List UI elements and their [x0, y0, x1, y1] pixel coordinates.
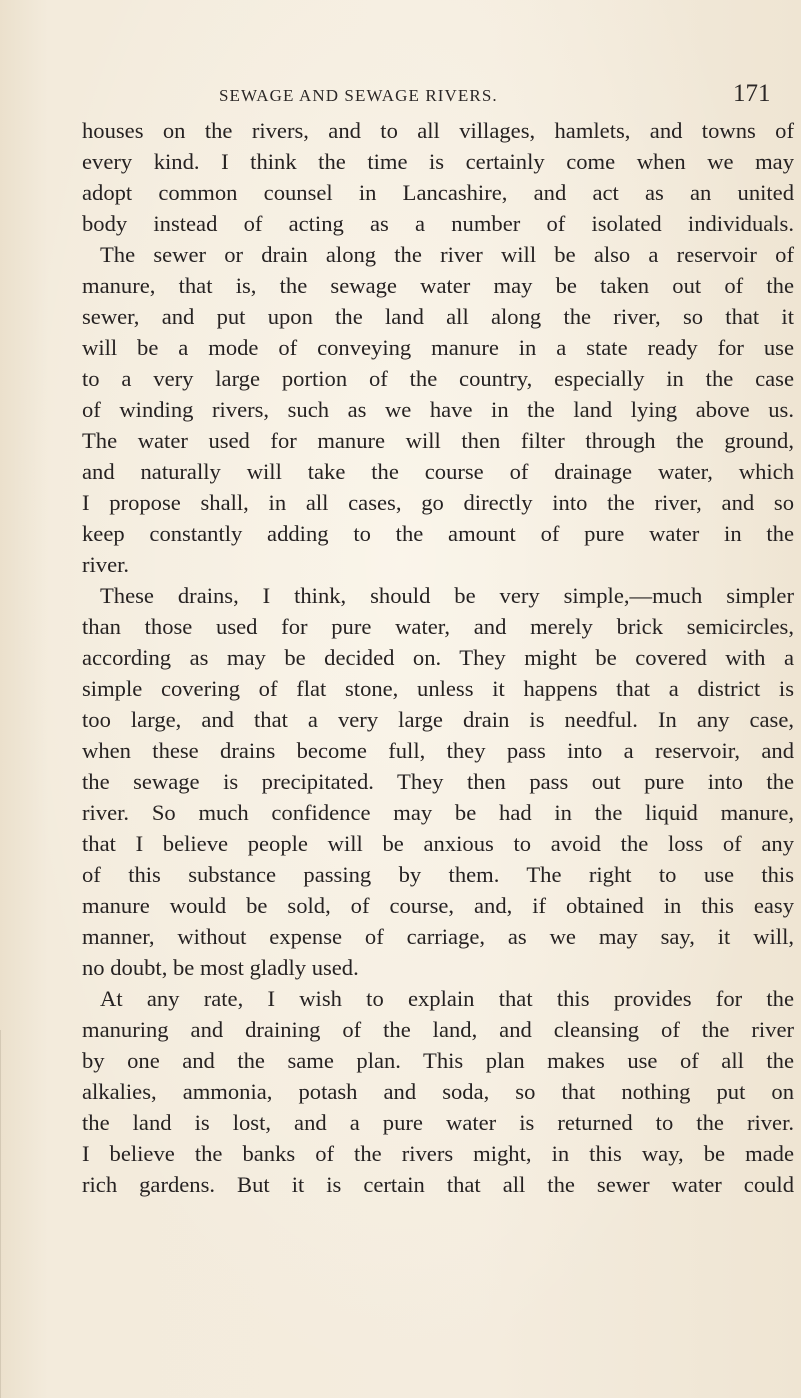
text-line: the land is lost, and a pure water is returned to the river. [82, 1110, 794, 1135]
text-line: river. [82, 552, 130, 577]
text-line: body instead of acting as a number of isolated individuals. [82, 211, 794, 236]
text-line: no doubt, be most gladly used. [82, 955, 359, 980]
text-line: that I believe people will be anxious to avoid the loss of any [82, 831, 794, 856]
text-line: manuring and draining of the land, and cleansing of the river [82, 1017, 794, 1042]
text-line: of this substance passing by them. The right to use this [82, 862, 794, 887]
text-line: by one and the same plan. This plan makes use of all the [82, 1048, 794, 1073]
text-line: manure would be sold, of course, and, if obtained in this easy [82, 893, 794, 918]
text-line: At any rate, I wish to explain that this provides for the [100, 986, 794, 1011]
text-line: The water used for manure will then filter through the ground, [82, 428, 794, 453]
text-line: too large, and that a very large drain is needful. In any case, [82, 707, 794, 732]
text-line: every kind. I think the time is certainly come when we may [82, 149, 794, 174]
text-line: and naturally will take the course of drainage water, which [82, 459, 794, 484]
text-line: manure, that is, the sewage water may be taken out of the [82, 273, 794, 298]
text-line: simple covering of flat stone, unless it happens that a district is [82, 676, 794, 701]
text-line: manner, without expense of carriage, as we may say, it will, [82, 924, 794, 949]
text-line: alkalies, ammonia, potash and soda, so that nothing put on [82, 1079, 794, 1104]
text-line: when these drains become full, they pass into a reservoir, and [82, 738, 794, 763]
text-line: according as may be decided on. They might be covered with a [82, 645, 794, 670]
page-number: 171 [733, 80, 771, 107]
page-header [0, 80, 801, 108]
text-line: of winding rivers, such as we have in the land lying above us. [82, 397, 794, 422]
text-line: houses on the rivers, and to all villages, hamlets, and towns of [82, 118, 794, 143]
text-line: than those used for pure water, and merely brick semicircles, [82, 614, 794, 639]
running-head: SEWAGE AND SEWAGE RIVERS. [219, 86, 498, 105]
text-line: to a very large portion of the country, especially in the case [82, 366, 794, 391]
text-line: the sewage is precipitated. They then pass out pure into the [82, 769, 794, 794]
text-line: sewer, and put upon the land all along the river, so that it [82, 304, 794, 329]
text-line: keep constantly adding to the amount of pure water in the [82, 521, 794, 546]
text-line: adopt common counsel in Lancashire, and act as an united [82, 180, 794, 205]
text-line: The sewer or drain along the river will be also a reservoir of [100, 242, 794, 267]
text-line: rich gardens. But it is certain that all the sewer water could [82, 1172, 794, 1197]
text-line: river. So much confidence may be had in the liquid manure, [82, 800, 794, 825]
text-line: I propose shall, in all cases, go directly into the river, and so [82, 490, 794, 515]
page-edge-shadow [0, 1030, 41, 1398]
text-line: I believe the banks of the rivers might, in this way, be made [82, 1141, 794, 1166]
text-line: will be a mode of conveying manure in a state ready for use [82, 335, 794, 360]
text-line: These drains, I think, should be very simple,—much simpler [100, 583, 794, 608]
